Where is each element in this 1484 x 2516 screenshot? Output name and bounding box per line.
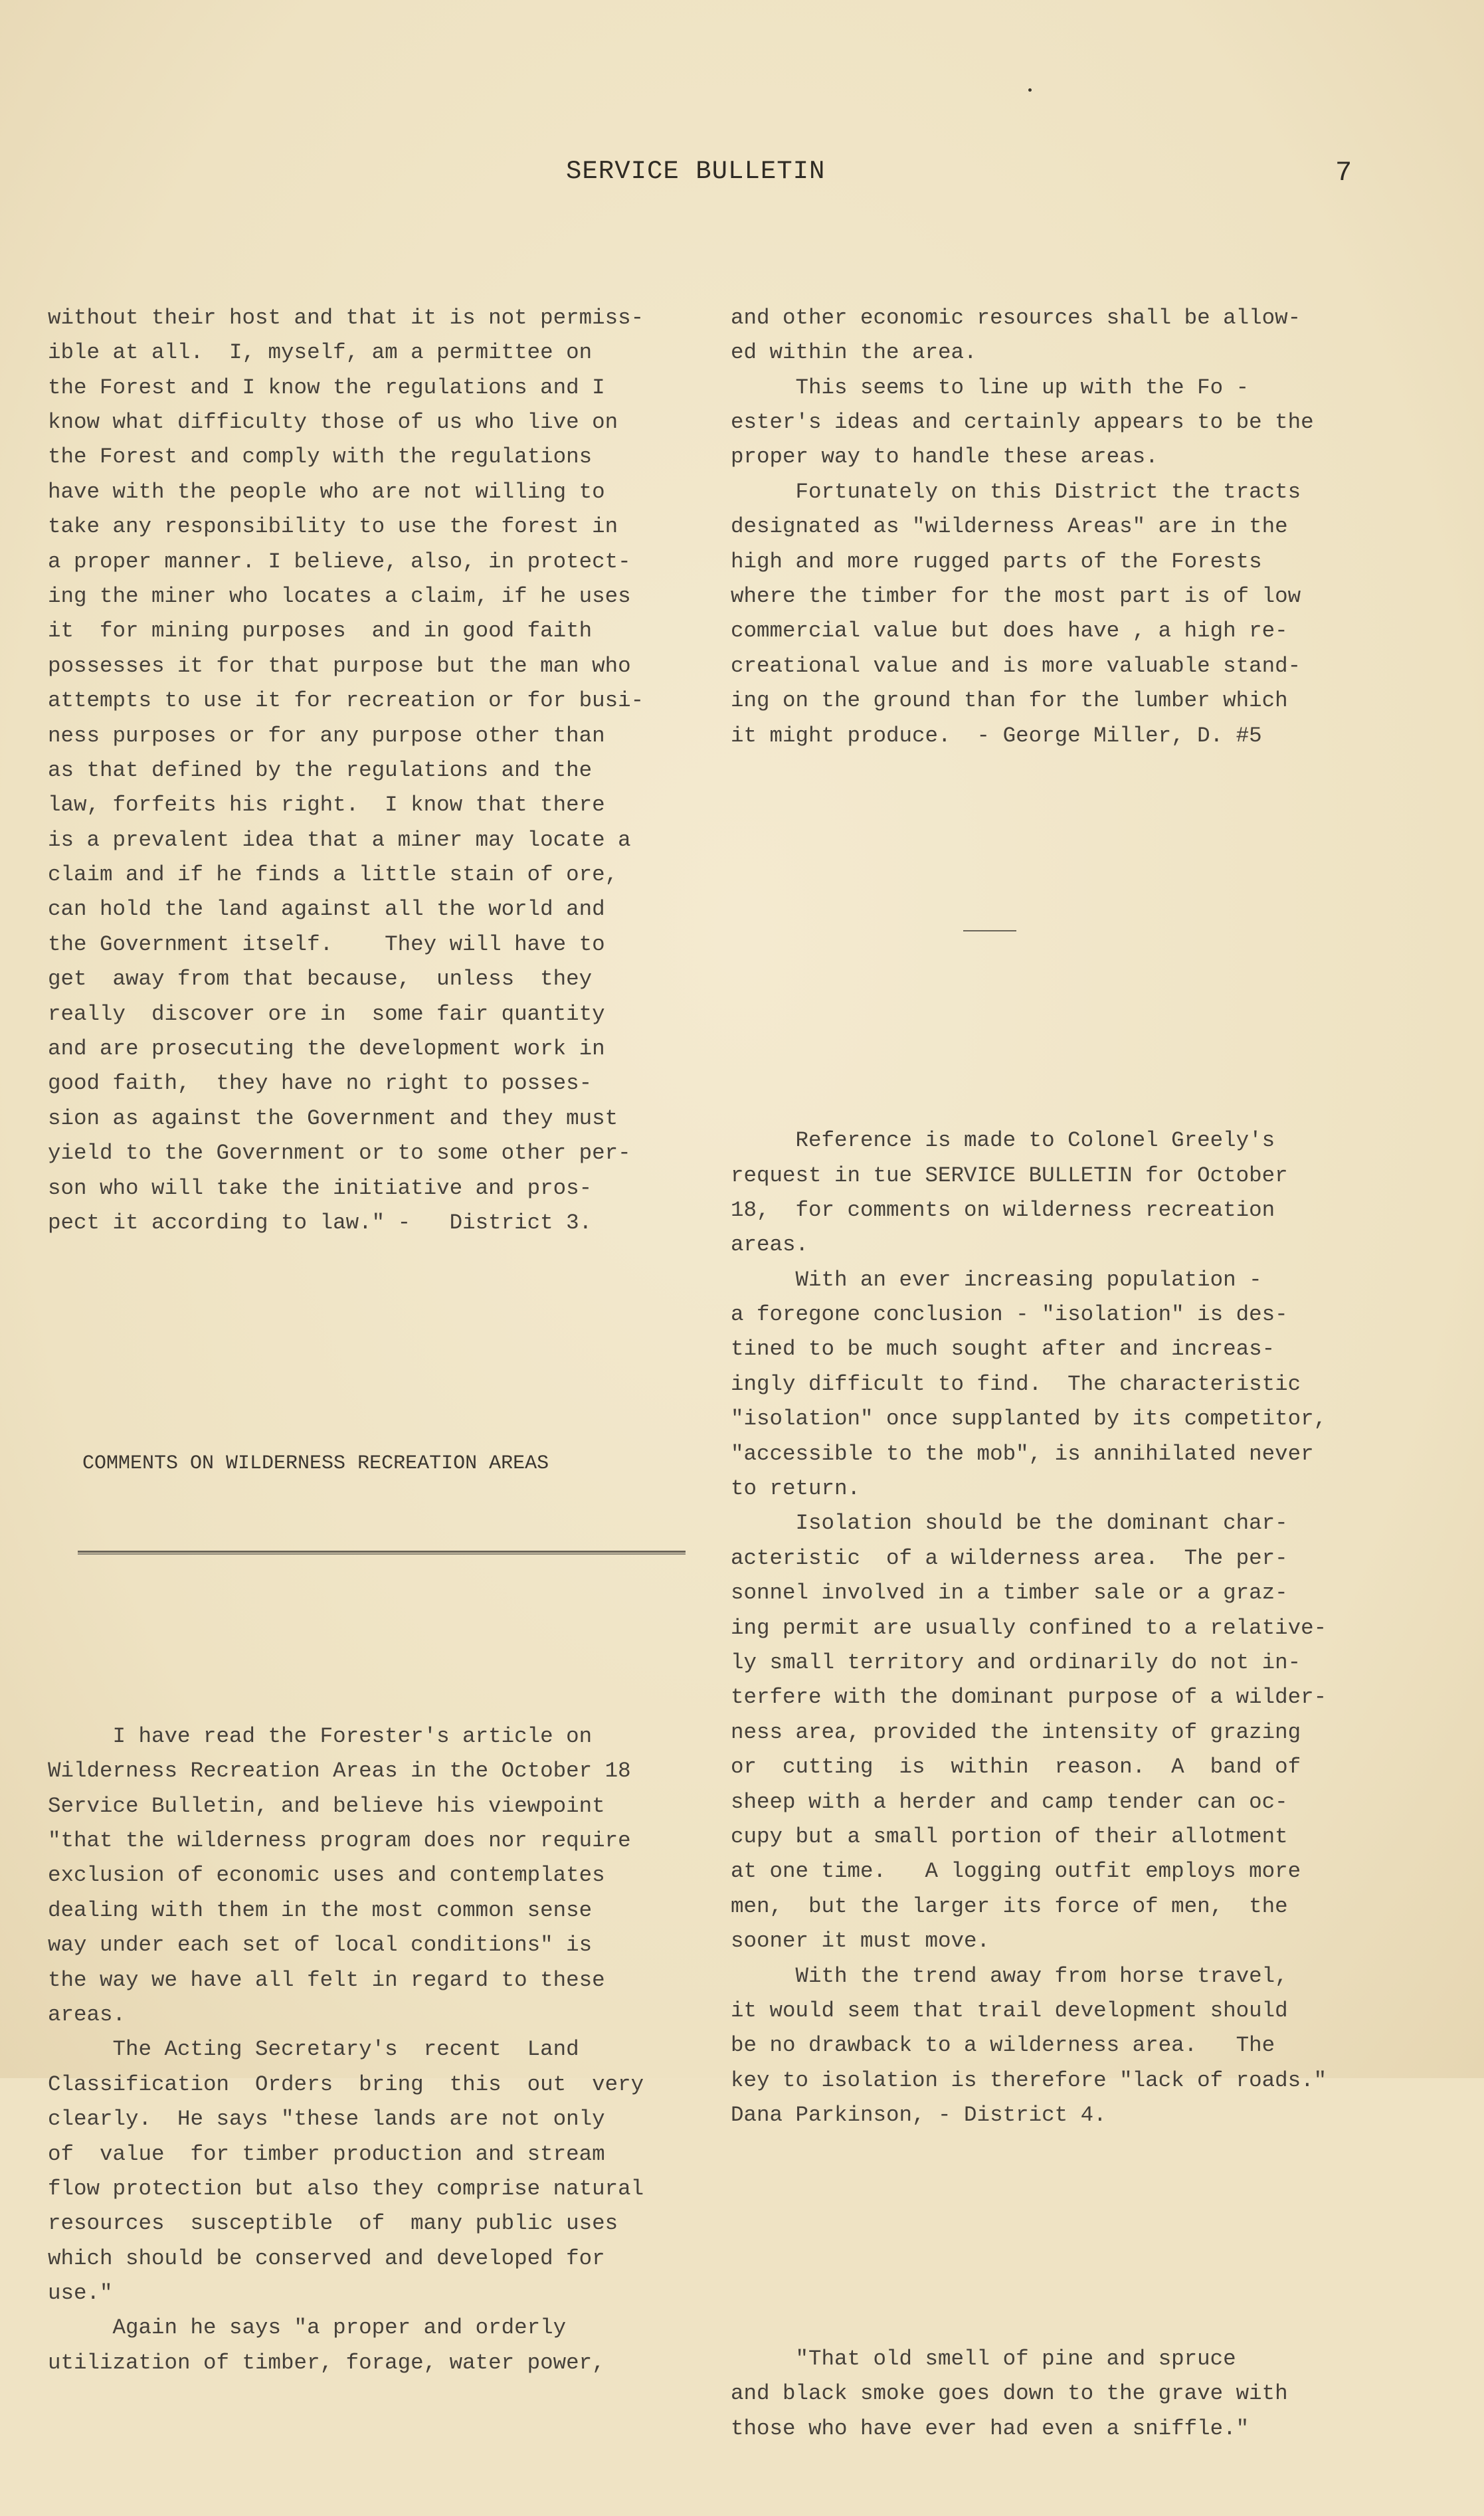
text-line: clearly. He says "these lands are not only	[48, 2107, 605, 2132]
text-line: exclusion of economic uses and contemplates	[48, 1863, 605, 1888]
text-line: a proper manner. I believe, also, in protect-	[48, 549, 631, 574]
text-line: designated as "wilderness Areas" are in the	[731, 514, 1288, 539]
text-line: as that defined by the regulations and the	[48, 757, 593, 783]
text-line: a foregone conclusion - "isolation" is des-	[731, 1302, 1288, 1327]
text-line: "accessible to the mob", is annihilated never	[731, 1441, 1314, 1466]
text-line: son who will take the initiative and pros-	[48, 1175, 593, 1201]
text-line: "isolation" once supplanted by its competitor,	[731, 1406, 1327, 1432]
heading-underline	[78, 1551, 686, 1555]
left-column	[48, 231, 686, 2450]
text-line: With the trend away from horse travel,	[731, 1963, 1288, 1988]
text-line: of value for timber production and stream	[48, 2141, 605, 2167]
text-line: ness area, provided the intensity of grazing	[731, 1719, 1301, 1745]
pine-smell-letter-text	[731, 2342, 1368, 2446]
section-heading: COMMENTS ON WILDERNESS RECREATION AREAS	[82, 1452, 549, 1475]
text-line: commercial value but does have , a high re-	[731, 619, 1288, 644]
text-line: utilization of timber, forage, water power,	[48, 2350, 605, 2375]
text-line: ed within the area.	[731, 340, 977, 365]
text-line: Classification Orders bring this out very	[48, 2072, 644, 2097]
text-line: cupy but a small portion of their allotment	[731, 1824, 1288, 1849]
text-line: law, forfeits his right. I know that there	[48, 793, 605, 818]
parkinson-letter-text	[731, 1123, 1368, 2133]
text-line: tined to be much sought after and increas-	[731, 1337, 1275, 1362]
text-line: I have read the Forester's article on	[48, 1723, 593, 1749]
text-line: use."	[48, 2281, 113, 2306]
text-line: which should be conserved and developed for	[48, 2246, 605, 2271]
text-line: know what difficulty those of us who live on	[48, 409, 618, 435]
page-number: 7	[1335, 157, 1352, 189]
text-line: Dana Parkinson, - District 4.	[731, 2103, 1107, 2128]
text-line: and black smoke goes down to the grave with	[731, 2381, 1288, 2406]
ink-speck	[1028, 88, 1032, 92]
text-line: really discover ore in some fair quantity	[48, 1001, 605, 1026]
text-line: possesses it for that purpose but the man who	[48, 653, 631, 678]
spacer	[731, 2202, 1368, 2272]
text-line: attempts to use it for recreation or for busi-	[48, 688, 644, 714]
text-line: it might produce. - George Miller, D. #5	[731, 723, 1262, 748]
text-line: to return.	[731, 1476, 861, 1501]
text-line: or cutting is within reason. A band of	[731, 1755, 1301, 1780]
text-line: Reference is made to Colonel Greely's	[731, 1128, 1275, 1153]
text-line: request in tue SERVICE BULLETIN for October	[731, 1163, 1288, 1188]
text-line: proper way to handle these areas.	[731, 444, 1159, 470]
section-divider	[963, 930, 1016, 931]
text-line: areas.	[48, 2002, 126, 2027]
spacer	[731, 1001, 1368, 1054]
text-line: key to isolation is therefore "lack of roads."	[731, 2068, 1327, 2093]
text-line: be no drawback to a wilderness area. The	[731, 2033, 1275, 2058]
text-line: areas.	[731, 1232, 809, 1258]
text-line: ness purposes or for any purpose other than	[48, 723, 605, 748]
text-line: take any responsibility to use the forest in	[48, 514, 618, 539]
page-header	[0, 157, 1484, 197]
left-continuation-text	[48, 301, 686, 1241]
wilderness-comments-text	[48, 1719, 686, 2380]
text-line: men, but the larger its force of men, the	[731, 1893, 1288, 1919]
text-line: acteristic of a wilderness area. The per-	[731, 1545, 1288, 1571]
text-line: the Forest and comply with the regulations	[48, 444, 593, 470]
text-line: it for mining purposes and in good faith	[48, 619, 593, 644]
text-line: With an ever increasing population -	[731, 1267, 1262, 1292]
text-line: yield to the Government or to some other per-	[48, 1141, 631, 1166]
text-line: ester's ideas and certainly appears to be the	[731, 409, 1314, 435]
text-line: sonnel involved in a timber sale or a graz-	[731, 1581, 1288, 1606]
text-line: claim and if he finds a little stain of ore,	[48, 862, 618, 888]
spacer	[48, 1310, 686, 1377]
text-line: have with the people who are not willing to	[48, 479, 605, 504]
text-line: Wilderness Recreation Areas in the October 18	[48, 1759, 631, 1784]
text-line: resources susceptible of many public uses	[48, 2211, 618, 2236]
text-line: ing on the ground than for the lumber which	[731, 688, 1288, 714]
text-line: creational value and is more valuable stand-	[731, 653, 1301, 678]
text-line: good faith, they have no right to posses-	[48, 1071, 593, 1096]
spacer	[48, 1624, 686, 1650]
text-line: the way we have all felt in regard to these	[48, 1967, 605, 1992]
text-line: get away from that because, unless they	[48, 967, 593, 992]
text-line: 18, for comments on wilderness recreation	[731, 1197, 1275, 1222]
text-line: those who have ever had even a sniffle."	[731, 2416, 1250, 2441]
text-line: without their host and that it is not permiss-	[48, 305, 644, 330]
text-line: where the timber for the most part is of low	[731, 583, 1301, 609]
text-line: way under each set of local conditions" is	[48, 1933, 593, 1958]
text-line: sooner it must move.	[731, 1929, 990, 1954]
text-line: Service Bulletin, and believe his viewpoint	[48, 1793, 605, 1818]
text-line: flow protection but also they comprise natural	[48, 2176, 644, 2201]
text-line: Fortunately on this District the tracts	[731, 479, 1301, 504]
text-line: terfere with the dominant purpose of a wilder-	[731, 1685, 1327, 1710]
text-line: This seems to line up with the Fo -	[731, 375, 1250, 400]
text-line: at one time. A logging outfit employs more	[731, 1859, 1301, 1884]
bulletin-title: SERVICE BULLETIN	[566, 157, 826, 186]
text-line: ly small territory and ordinarily do not in-	[731, 1650, 1301, 1675]
text-line: "That old smell of pine and spruce	[731, 2347, 1236, 2372]
text-line: Again he says "a proper and orderly	[48, 2315, 567, 2341]
text-line: dealing with them in the most common sense	[48, 1897, 593, 1923]
text-line: sion as against the Government and they must	[48, 1106, 618, 1131]
text-line: ing the miner who locates a claim, if he uses	[48, 583, 631, 609]
text-line: sheep with a herder and camp tender can oc-	[731, 1789, 1288, 1814]
spacer	[731, 823, 1368, 860]
text-line: and other economic resources shall be allow-	[731, 305, 1301, 330]
text-line: the Forest and I know the regulations and I	[48, 375, 605, 400]
text-line: "that the wilderness program does nor require	[48, 1828, 631, 1853]
right-column	[731, 231, 1368, 2516]
text-line: can hold the land against all the world and	[48, 897, 605, 922]
text-line: and are prosecuting the development work in	[48, 1036, 605, 1062]
text-line: is a prevalent idea that a miner may locate a	[48, 827, 631, 852]
text-line: it would seem that trail development should	[731, 1998, 1288, 2023]
right-continuation-text	[731, 301, 1368, 753]
text-line: ible at all. I, myself, am a permittee on	[48, 340, 593, 365]
text-line: the Government itself. They will have to	[48, 931, 605, 957]
text-line: Isolation should be the dominant char-	[731, 1511, 1288, 1536]
text-line: ing permit are usually confined to a relative-	[731, 1615, 1327, 1640]
text-line: ingly difficult to find. The characteristic	[731, 1371, 1301, 1397]
text-line: pect it according to law." - District 3.	[48, 1210, 593, 1235]
text-line: high and more rugged parts of the Forests	[731, 549, 1262, 574]
text-line: The Acting Secretary's recent Land	[48, 2037, 579, 2062]
